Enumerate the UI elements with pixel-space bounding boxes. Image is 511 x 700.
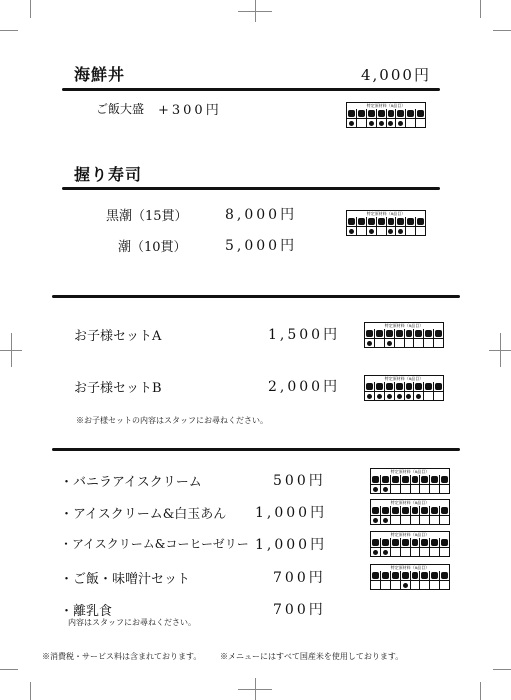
allergen-icon xyxy=(425,383,432,390)
menu-item-price: 700円 xyxy=(273,602,326,618)
allergen-icon xyxy=(378,110,385,117)
allergen-dot xyxy=(383,550,388,555)
menu-item-name: ・アイスクリーム&コーヒーゼリー xyxy=(60,537,249,551)
allergen-icon xyxy=(392,539,399,546)
allergen-icon xyxy=(421,476,428,483)
allergen-icon xyxy=(435,330,442,337)
allergen-icon xyxy=(415,383,422,390)
allergen-icon xyxy=(441,572,448,579)
menu-item-name: ・ご飯・味噌汁セット xyxy=(60,572,191,587)
allergen-icon xyxy=(392,572,399,579)
allergen-table xyxy=(346,210,426,236)
allergen-icon xyxy=(392,507,399,514)
allergen-icon xyxy=(386,330,393,337)
allergen-dot xyxy=(369,121,374,126)
crop-mark xyxy=(0,669,18,670)
kaisendon-price: 4,000円 xyxy=(361,66,431,84)
allergen-table xyxy=(370,499,450,525)
kaisendon-option-price: +300円 xyxy=(158,103,222,118)
crop-mark xyxy=(30,0,31,18)
crop-mark xyxy=(493,669,511,670)
allergen-table xyxy=(370,564,450,590)
kids-note: ※お子様セットの内容はスタッフにお尋ねください。 xyxy=(76,416,268,425)
allergen-dot xyxy=(367,341,372,346)
allergen-icon xyxy=(388,218,395,225)
allergen-dot xyxy=(387,394,392,399)
allergen-header: 特定原材料（8品目） xyxy=(390,500,430,505)
crop-mark xyxy=(30,682,31,700)
allergen-dot xyxy=(406,394,411,399)
menu-item-name: ・アイスクリーム&白玉あん xyxy=(60,507,227,522)
allergen-icon xyxy=(382,507,389,514)
allergen-icon xyxy=(366,330,373,337)
crop-mark xyxy=(0,30,18,31)
allergen-icon xyxy=(368,218,375,225)
allergen-icon xyxy=(396,383,403,390)
menu-item-name: 潮（10貫） xyxy=(118,240,187,255)
section-divider xyxy=(52,448,460,451)
allergen-icon xyxy=(402,539,409,546)
allergen-dot xyxy=(377,394,382,399)
allergen-icon xyxy=(386,383,393,390)
allergen-icon xyxy=(441,539,448,546)
allergen-table xyxy=(370,531,450,557)
menu-item-price: 700円 xyxy=(273,570,326,586)
allergen-header: 特定原材料（8品目） xyxy=(390,565,430,570)
allergen-icon xyxy=(402,507,409,514)
allergen-icon xyxy=(382,539,389,546)
menu-item-price: 8,000円 xyxy=(225,207,298,223)
allergen-icon xyxy=(358,110,365,117)
allergen-header: 特定原材料（8品目） xyxy=(366,103,406,108)
allergen-icon xyxy=(372,507,379,514)
menu-item-price: 2,000円 xyxy=(268,379,341,395)
allergen-dot xyxy=(388,229,393,234)
allergen-icon xyxy=(388,110,395,117)
allergen-icon xyxy=(392,476,399,483)
crop-mark xyxy=(480,0,481,18)
allergen-icon xyxy=(421,507,428,514)
allergen-icon xyxy=(382,572,389,579)
allergen-dot xyxy=(349,121,354,126)
allergen-icon xyxy=(441,507,448,514)
allergen-dot xyxy=(387,341,392,346)
allergen-dot xyxy=(398,229,403,234)
allergen-icon xyxy=(431,572,438,579)
allergen-icon xyxy=(417,218,424,225)
allergen-icon xyxy=(366,383,373,390)
menu-item-name: 黒潮（15貫） xyxy=(106,209,188,224)
allergen-table xyxy=(364,322,444,348)
menu-item-price: 1,000円 xyxy=(255,537,328,553)
allergen-icon xyxy=(431,476,438,483)
allergen-dot xyxy=(403,583,408,588)
allergen-dot xyxy=(416,394,421,399)
allergen-dot xyxy=(388,121,393,126)
allergen-icon xyxy=(376,383,383,390)
allergen-dot xyxy=(397,394,402,399)
baby-food-note: 内容はスタッフにお尋ねください。 xyxy=(68,618,196,627)
tax-note: ※消費税・サービス料は含まれております。 xyxy=(42,652,202,661)
allergen-icon xyxy=(397,110,404,117)
section-divider xyxy=(62,88,440,91)
allergen-icon xyxy=(368,110,375,117)
allergen-table xyxy=(364,375,444,401)
crop-mark xyxy=(480,682,481,700)
allergen-header: 特定原材料（8品目） xyxy=(384,323,424,328)
crop-mark xyxy=(238,11,272,12)
section-title-nigiri: 握り寿司 xyxy=(74,165,143,184)
allergen-icon xyxy=(417,110,424,117)
allergen-icon xyxy=(376,330,383,337)
allergen-icon xyxy=(372,539,379,546)
allergen-icon xyxy=(348,110,355,117)
menu-item-price: 1,000円 xyxy=(255,505,328,521)
allergen-icon xyxy=(431,539,438,546)
allergen-icon xyxy=(441,476,448,483)
crop-mark xyxy=(11,333,12,367)
allergen-icon xyxy=(435,383,442,390)
allergen-header: 特定原材料（8品目） xyxy=(366,211,406,216)
menu-item-price: 5,000円 xyxy=(225,238,298,254)
allergen-icon xyxy=(412,476,419,483)
allergen-icon xyxy=(412,572,419,579)
allergen-icon xyxy=(421,572,428,579)
crop-mark xyxy=(238,689,272,690)
menu-item-name: お子様セットB xyxy=(74,381,162,396)
allergen-dot xyxy=(369,229,374,234)
allergen-dot xyxy=(383,518,388,523)
allergen-icon xyxy=(425,330,432,337)
allergen-dot xyxy=(367,394,372,399)
allergen-icon xyxy=(421,539,428,546)
allergen-icon xyxy=(372,476,379,483)
allergen-header: 特定原材料（8品目） xyxy=(384,376,424,381)
section-divider xyxy=(62,187,440,190)
allergen-dot xyxy=(373,518,378,523)
menu-item-name: お子様セットA xyxy=(74,329,162,344)
rice-note: ※メニューにはすべて国産米を使用しております。 xyxy=(220,652,404,661)
allergen-dot xyxy=(349,229,354,234)
menu-item-name: ・バニラアイスクリーム xyxy=(60,475,202,490)
allergen-icon xyxy=(402,572,409,579)
allergen-icon xyxy=(396,330,403,337)
allergen-table xyxy=(370,468,450,494)
allergen-icon xyxy=(406,330,413,337)
allergen-header: 特定原材料（8品目） xyxy=(390,469,430,474)
allergen-icon xyxy=(415,330,422,337)
crop-mark xyxy=(500,333,501,367)
allergen-icon xyxy=(378,218,385,225)
allergen-icon xyxy=(407,218,414,225)
kaisendon-option-label: ご飯大盛 xyxy=(96,102,145,116)
allergen-icon xyxy=(407,110,414,117)
allergen-icon xyxy=(402,476,409,483)
allergen-dot xyxy=(379,121,384,126)
allergen-icon xyxy=(412,539,419,546)
section-title-kaisendon: 海鮮丼 xyxy=(74,65,126,84)
allergen-table xyxy=(346,102,426,128)
allergen-icon xyxy=(382,476,389,483)
allergen-dot xyxy=(398,121,403,126)
allergen-icon xyxy=(431,507,438,514)
allergen-dot xyxy=(373,550,378,555)
menu-item-name: ・離乳食 xyxy=(60,604,113,619)
allergen-icon xyxy=(406,383,413,390)
allergen-icon xyxy=(397,218,404,225)
menu-item-price: 500円 xyxy=(273,473,326,489)
allergen-icon xyxy=(372,572,379,579)
allergen-icon xyxy=(358,218,365,225)
allergen-icon xyxy=(348,218,355,225)
allergen-icon xyxy=(412,507,419,514)
allergen-dot xyxy=(373,487,378,492)
allergen-dot xyxy=(383,487,388,492)
menu-item-price: 1,500円 xyxy=(268,327,341,343)
section-divider xyxy=(52,295,460,298)
crop-mark xyxy=(493,30,511,31)
allergen-header: 特定原材料（8品目） xyxy=(390,532,430,537)
